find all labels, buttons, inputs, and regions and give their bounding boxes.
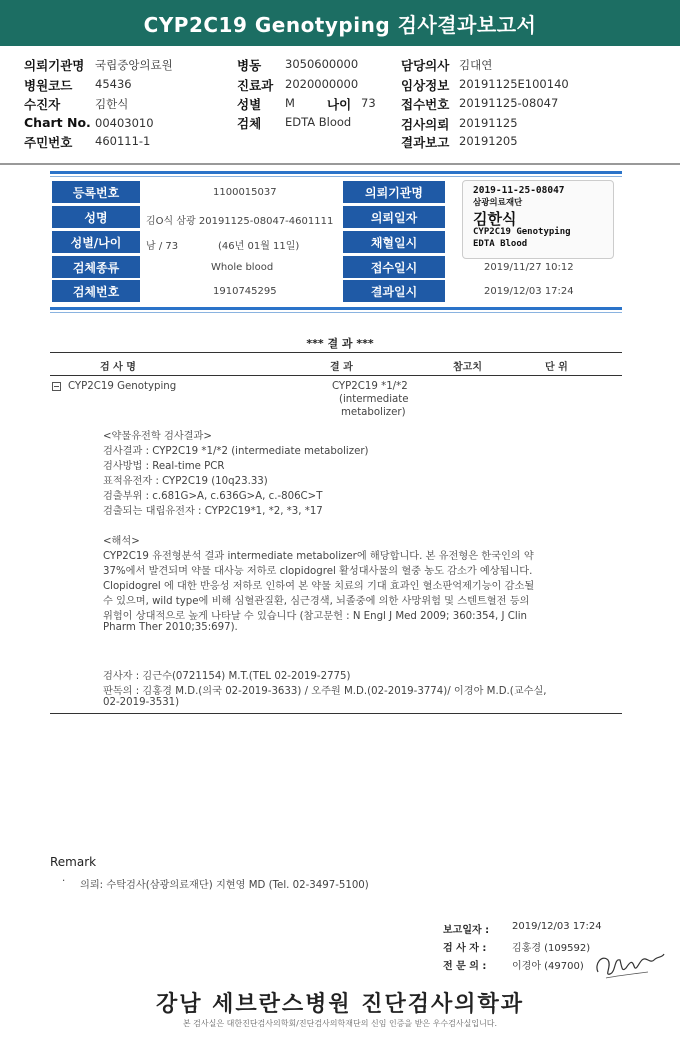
hdr-value: 2020000000	[285, 77, 359, 91]
hdr-label: 진료과	[237, 78, 274, 93]
info-value: 2019/12/03 17:24	[484, 286, 574, 297]
remark-item: 의뢰: 수탁검사(삼광의료재단) 지현영 MD (Tel. 02-3497-5100)	[80, 880, 369, 891]
detail-line: 표적유전자 : CYP2C19 (10q23.33)	[103, 476, 268, 487]
test-name: CYP2C19 Genotyping	[68, 381, 177, 392]
info-label: 의뢰일자	[343, 206, 445, 228]
interpretation-line: CYP2C19 유전형분석 결과 intermediate metabolizer에 해당합니다. 본 유전형은 한국인의 약	[103, 551, 534, 562]
detail-line: 검사방법 : Real-time PCR	[103, 461, 225, 472]
hdr-label: 검사의뢰	[401, 117, 450, 132]
hdr-label: 수진자	[24, 97, 61, 112]
info-bottom-rule	[50, 307, 622, 310]
info-label: 검체번호	[52, 280, 140, 302]
info-value: 2019/11/27 10:12	[484, 262, 574, 273]
hdr-label: 성별	[237, 97, 262, 112]
handwritten-signature	[592, 942, 668, 982]
hdr-label: 담당의사	[401, 58, 450, 73]
sticker-specimen: EDTA Blood	[473, 239, 528, 249]
info-bottom-rule-thin	[50, 312, 622, 313]
detail-line: 검출되는 대립유전자 : CYP2C19*1, *2, *3, *17	[103, 506, 323, 517]
hdr-value: EDTA Blood	[285, 115, 352, 129]
hdr-label: 결과보고	[401, 135, 450, 150]
detail-heading: <약물유전학 검사결과>	[103, 431, 212, 442]
birth-date: (46년 01월 11일)	[218, 241, 300, 252]
header-divider	[0, 163, 680, 165]
patient-header	[0, 50, 680, 162]
footer-institution: 강남 세브란스병원 진단검사의학과	[155, 992, 525, 1017]
info-label: 성별/나이	[52, 231, 140, 253]
doctor-name: 이경아 (49700)	[512, 961, 584, 972]
interpretation-line: 수 있으며, wild type에 비해 심혈관질환, 심근경색, 뇌졸중에 의한 사망위험 및 스텐트혈전 등의	[103, 596, 530, 607]
results-rule-top	[50, 352, 622, 353]
col-header-name: 검 사 명	[100, 362, 136, 373]
info-value: 1910745295	[213, 286, 277, 297]
hdr-label: 나이	[327, 97, 352, 112]
info-label: 검체종류	[52, 256, 140, 278]
info-value: 1100015037	[213, 187, 277, 198]
footer-certification-note: 본 검사실은 대한진단검사의학회/진단검사의학재단의 신임 인증을 받은 우수검사실입니다.	[182, 1019, 498, 1028]
hdr-label: 접수번호	[401, 97, 450, 112]
hdr-value: 45436	[95, 77, 132, 91]
hdr-value: 20191125E100140	[459, 77, 569, 91]
hdr-value: M	[285, 96, 295, 110]
hdr-value: 460111-1	[95, 134, 151, 148]
hdr-value: 김대연	[459, 58, 493, 72]
tester-label: 검 사 자 :	[443, 943, 487, 954]
result-line: CYP2C19 *1/*2	[332, 381, 408, 392]
reader-info: 판독의 : 김홍경 M.D.(의국 02-2019-3633) / 오주원 M.D.(02-2019-3774)/ 이경아 M.D.(교수실,	[103, 686, 547, 697]
report-title: CYP2C19 Genotyping 검사결과보고서	[0, 0, 680, 46]
info-value: Whole blood	[211, 262, 274, 273]
hdr-value: 20191125	[459, 116, 518, 130]
remark-bullet: ·	[62, 876, 66, 887]
report-date: 2019/12/03 17:24	[512, 921, 602, 932]
hdr-label: 의뢰기관명	[24, 58, 85, 73]
report-date-label: 보고일자 :	[443, 925, 490, 936]
info-label: 의뢰기관명	[343, 181, 445, 203]
col-header-unit: 단 위	[545, 362, 568, 373]
hdr-value: 20191125-08047	[459, 96, 559, 110]
sticker-accession: 2019-11-25-08047	[473, 185, 565, 196]
hdr-label: 주민번호	[24, 135, 73, 150]
result-line: (intermediate	[339, 394, 409, 405]
info-label: 등록번호	[52, 181, 140, 203]
reader-info: 02-2019-3531)	[103, 697, 180, 708]
interpretation-line: 위험이 상대적으로 높게 나타날 수 있습니다 (참고문헌 : N Engl J Med 2009; 360:354, J Clin	[103, 611, 527, 622]
hdr-value: 3050600000	[285, 57, 359, 71]
interpretation-line: 37%에서 발견되며 약물 대사능 저하로 clopidogrel 활성대사물의 혈중 농도 감소가 예상됩니다.	[103, 566, 533, 577]
hdr-label: Chart No.	[24, 115, 91, 130]
hdr-value: 20191205	[459, 134, 518, 148]
col-header-ref: 참고치	[453, 362, 482, 373]
tester-name: 김홍경 (109592)	[512, 943, 591, 954]
document-icon	[52, 382, 61, 391]
specimen-label-sticker	[462, 180, 614, 259]
detail-line: 검사결과 : CYP2C19 *1/*2 (intermediate metabolizer)	[103, 446, 369, 457]
hdr-value: 73	[361, 96, 376, 110]
results-rule-bottom	[50, 713, 622, 714]
hdr-label: 임상정보	[401, 78, 450, 93]
top-rule-thin	[50, 176, 622, 177]
result-line: metabolizer)	[341, 407, 406, 418]
interpretation-line: Pharm Ther 2010;35:697).	[103, 622, 238, 633]
info-label: 성명	[52, 206, 140, 228]
hdr-value: 김한식	[95, 97, 129, 111]
remark-title: Remark	[50, 855, 97, 869]
hdr-value: 국립중앙의료원	[95, 58, 173, 72]
results-rule-header	[50, 375, 622, 376]
tester-info: 검사자 : 김근수(0721154) M.T.(TEL 02-2019-2775)	[103, 671, 351, 682]
doctor-label: 전 문 의 :	[443, 961, 487, 972]
info-value: 김O식 삼광 20191125-08047-4601111	[146, 216, 334, 227]
hdr-label: 검체	[237, 116, 262, 131]
sticker-test: CYP2C19 Genotyping	[473, 227, 571, 237]
hdr-label: 병원코드	[24, 78, 73, 93]
col-header-result: 결 과	[330, 362, 353, 373]
detail-line: 검출부위 : c.681G>A, c.636G>A, c.-806C>T	[103, 491, 323, 502]
hdr-label: 병동	[237, 58, 262, 73]
sticker-patient-name: 김한식	[473, 210, 517, 228]
info-label: 접수일시	[343, 256, 445, 278]
hdr-value: 00403010	[95, 116, 154, 130]
info-value: 남 / 73	[146, 241, 179, 252]
results-title: *** 결 과 ***	[306, 337, 374, 350]
interpretation-heading: <해석>	[103, 536, 140, 547]
top-rule	[50, 171, 622, 174]
info-label: 채혈일시	[343, 231, 445, 253]
interpretation-line: Clopidogrel 에 대한 반응성 저하로 인하여 본 약물 치료의 기대 효과인 혈소판억제기능이 감소될	[103, 581, 535, 592]
info-label: 결과일시	[343, 280, 445, 302]
sticker-lab: 삼광의료재단	[473, 198, 523, 208]
